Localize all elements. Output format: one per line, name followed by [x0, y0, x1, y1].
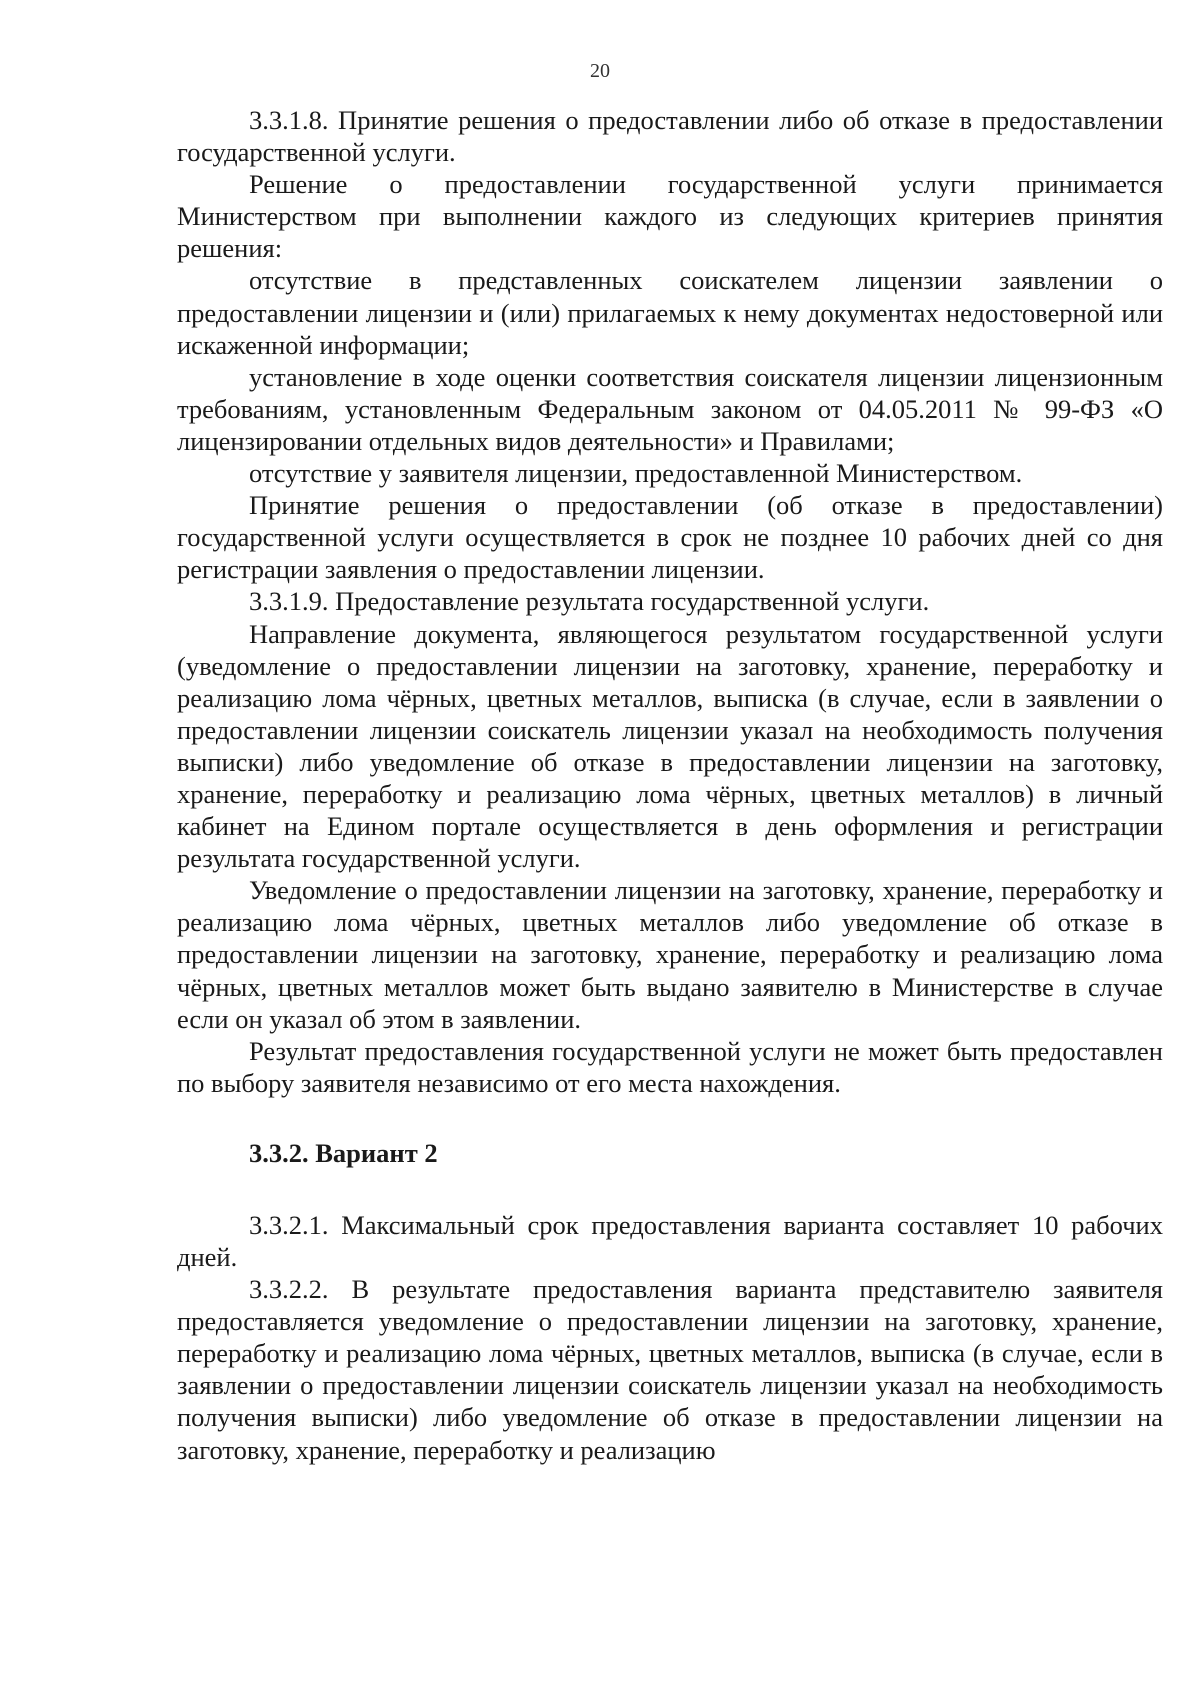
- paragraph: 3.3.1.9. Предоставление результата государственной услуги.: [249, 586, 930, 617]
- paragraph: Решение о предоставлении государственной услуги принимается Министерством при выполнении каждого из следующих критериев принятия решения:: [177, 169, 1163, 264]
- paragraph: отсутствие у заявителя лицензии, предоставленной Министерством.: [249, 458, 1023, 489]
- paragraph: отсутствие в представленных соискателем лицензии заявлении о предоставлении лицензии и (или) прилагаемых к нему документах недостоверной или искаженной информации;: [177, 265, 1163, 360]
- section-heading: 3.3.2. Вариант 2: [249, 1137, 438, 1168]
- paragraph: Результат предоставления государственной услуги не может быть предоставлен по выбору заявителя независимо от его места нахождения.: [177, 1035, 1163, 1098]
- paragraph: Уведомление о предоставлении лицензии на заготовку, хранение, переработку и реализацию лома чёрных, цветных металлов либо уведомление об отказе в предоставлении лицензии на заготовку, хранение, переработку и реализацию лома чёрных, цветных металлов может быть выдано заявителю в Министерстве в случае если он указал об этом в заявлении.: [177, 875, 1163, 1034]
- paragraph: Направление документа, являющегося результатом государственной услуги (уведомление о предоставлении лицензии на заготовку, хранение, переработку и реализацию лома чёрных, цветных металлов, выписка (в случае, если в заявлении о предоставлении лицензии соискатель лицензии указал на необходимость получения выписки) либо уведомление об отказе в предоставлении лицензии на заготовку, хранение, переработку и реализацию лома чёрных, цветных металлов) в личный кабинет на Едином портале осуществляется в день оформления и регистрации результата государственной услуги.: [177, 618, 1163, 874]
- paragraph: установление в ходе оценки соответствия соискателя лицензии лицензионным требованиям, установленным Федеральным законом от 04.05.2011 № 99-ФЗ «О лицензировании отдельных видов деятельности» и Правилами;: [177, 361, 1163, 456]
- paragraph: Принятие решения о предоставлении (об отказе в предоставлении) государственной услуги осуществляется в срок не позднее 10 рабочих дней со дня регистрации заявления о предоставлении лицензии.: [177, 490, 1163, 585]
- paragraph: 3.3.2.2. В результате предоставления варианта представителю заявителя предоставляется уведомление о предоставлении лицензии на заготовку, хранение, переработку и реализацию лома чёрных, цветных металлов, выписка (в случае, если в заявлении о предоставлении лицензии соискатель лицензии указал на необходимость получения выписки) либо уведомление об отказе в предоставлении лицензии на заготовку, хранение, переработку и реализацию: [177, 1274, 1163, 1465]
- paragraph: 3.3.1.8. Принятие решения о предоставлении либо об отказе в предоставлении государственной услуги.: [177, 105, 1163, 168]
- page-number: 20: [590, 60, 610, 82]
- paragraph: 3.3.2.1. Максимальный срок предоставления варианта составляет 10 рабочих дней.: [177, 1209, 1163, 1272]
- document-body: [177, 104, 1163, 1466]
